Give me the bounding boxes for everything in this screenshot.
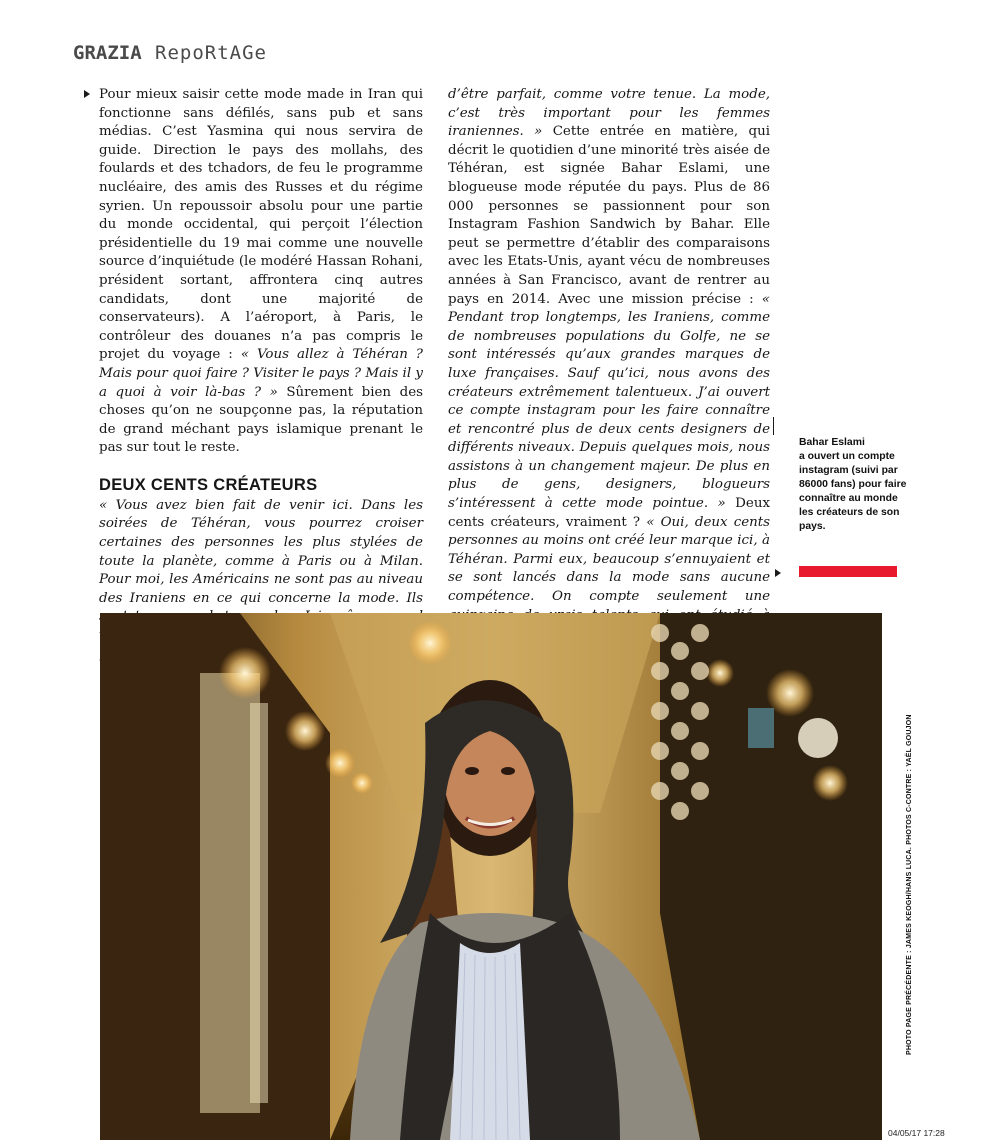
intro-end-text: Sûrement bien des choses qu’on ne soupçonne pas, la réputation de grand méchant pays islamique prenant le pas sur tout le reste. [99, 384, 423, 456]
print-timestamp: 04/05/17 17:28 [888, 1128, 945, 1138]
accent-bar [799, 566, 897, 577]
bahar-quote-start: « Vous avez bien fait de venir ici. Dans les soirées de Téhéran, vous pourrez croiser certaines des personnes les plus stylées de toute la planète, comme à Paris ou à Milan. Pour moi, les Américains ne sont pas au niveau des Iraniens en ce qui concerne la mode. Ils [99, 497, 423, 606]
bahar-intro-text: Cette entrée en matière, qui décrit le quotidien d’une minorité très aisée de Téhéran, est signée Bahar Eslami, une blogueuse mode réputée du pays. Plus de 86 000 personnes se passionnent pour son Instagram Fashion Sandwich by Bahar. Elle peut se permettre d’établir des comparaisons avec les Etats-Unis, ayant vécu de nombreuses années à San Francisco, avant de rentrer au pays en 2014. Avec une mission précise : [448, 124, 770, 307]
brand-logo: GRAZIA [73, 42, 142, 64]
caption-name: Bahar Eslami [799, 437, 865, 448]
caption-divider [773, 417, 774, 435]
magazine-header [73, 40, 267, 64]
caption-text: a ouvert un compte instagram (suivi par 86000 fans) pour faire connaître au monde les créateurs de son pays. [799, 451, 907, 532]
photo-caption [799, 436, 909, 534]
intro-paragraph [99, 86, 423, 458]
portrait-illustration [100, 613, 882, 1140]
start-marker-icon [84, 90, 90, 98]
customs-quote: « Vous allez à Téhéran ? Mais pour quoi faire ? Visiter le pays ? Mais il y a quoi à voir là-bas ? » [99, 347, 423, 400]
question-text: Deux cents créateurs, vraiment ? [448, 496, 770, 530]
article-column-2 [448, 86, 770, 662]
mission-quote: « Pendant trop longtemps, les Iraniens, comme de nombreuses populations du Golfe, ne se sont intéressés qu’aux grandes marques de luxe françaises. Sauf qu’ici, nous avons des créateurs extrêmement talentueux. J’ai ouvert ce compte instagram pour les faire connaître et rencontré plus de deux cents designers de différents niveaux. Depuis quelques mois, nous assistons à un changement majeur. De plus en plus de gens, designers, blogueurs s’intéressent à cette mode pointue. » [448, 291, 770, 512]
column2-paragraph [448, 86, 770, 662]
section-label: RepoRtAGe [155, 42, 267, 64]
portrait-photo [100, 613, 882, 1140]
section-subheading: DEUX CENTS CRÉATEURS [99, 475, 318, 494]
continue-marker-icon [775, 569, 781, 577]
article-column-1 [99, 86, 423, 683]
intro-text: Pour mieux saisir cette mode made in Iran qui fonctionne sans défilés, sans pub et sans médias. C’est Yasmina qui nous servira de guide. Direction le pays des mollahs, des foulards et des tchadors, de feu le programme nucléaire, des amis des Russes et du régime syrien. Un repoussoir absolu pour une partie du monde occidental, qui perçoit l’élection présidentielle du 19 mai comme une nouvelle source d’inquiétude (le modéré Hassan Rohani, président sortant, affrontera cinq autres candidats, dont une majorité de conservateurs). A l’aéroport, à Paris, le contrôleur des douanes n’a pas compris le projet du voyage : [99, 87, 423, 363]
answer-quote: « Oui, deux cents personnes au moins ont créé leur marque ici, à Téhéran. Parmi eux, beaucoup s’ennuyaient et se sont lancés dans la mode sans aucune compétence. On compte seulement une [448, 514, 771, 605]
bahar-quote-continued: d’être parfait, comme votre tenue. La mode, c’est très important pour les femmes iraniennes. » [448, 87, 770, 140]
photo-credit: PHOTO PAGE PRÉCÉDENTE : JAMES KEOGH/HANS LUCA. PHOTOS C-CONTRE : YAËL GOUJON [906, 714, 913, 1055]
